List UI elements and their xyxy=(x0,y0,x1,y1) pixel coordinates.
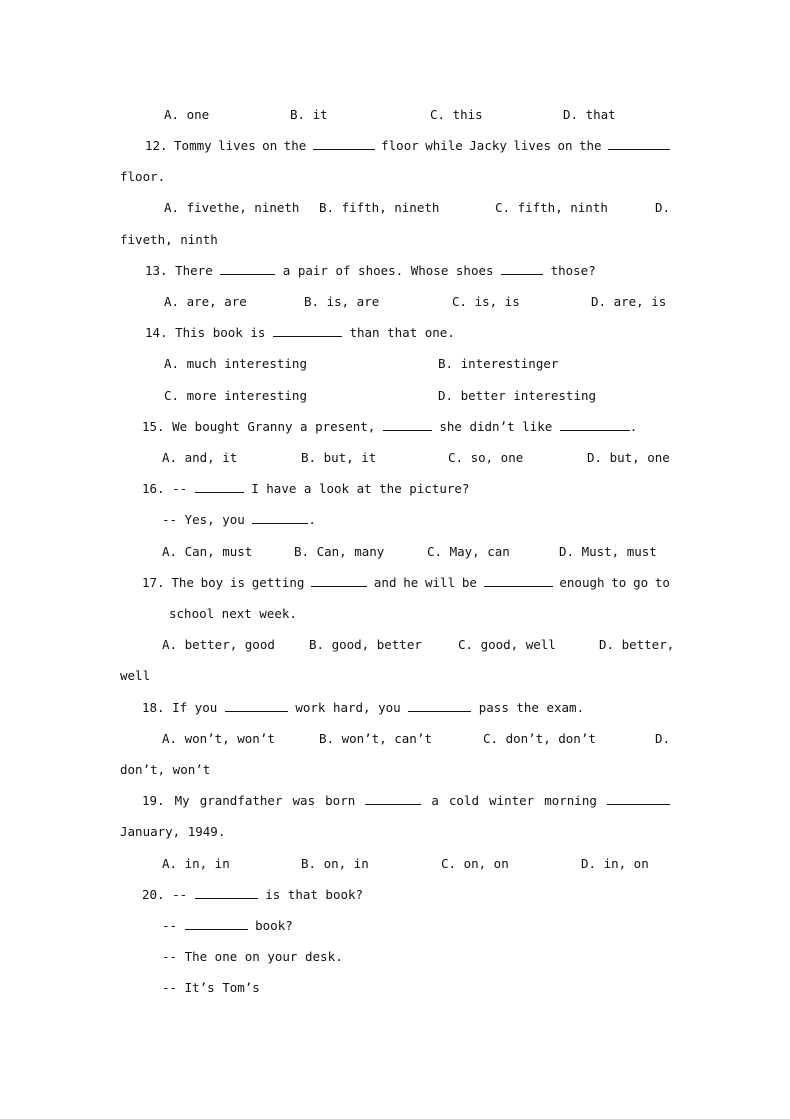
q19-options xyxy=(0,856,790,872)
q12-option-d-cont: fiveth, ninth xyxy=(120,232,218,247)
q15-option-b: B. but, it xyxy=(301,450,377,465)
q17-stem: 17. The boy is getting and he will be enough to go to xyxy=(142,575,670,590)
q11-option-b: B. it xyxy=(290,107,328,122)
q13-option-c: C. is, is xyxy=(452,294,520,309)
q19-stem-cont: January, 1949. xyxy=(120,824,226,839)
q17-options xyxy=(0,637,790,653)
q20-dialog-line-4: -- It’s Tom’s xyxy=(162,980,260,995)
q15-option-d: D. but, one xyxy=(587,450,670,465)
q12-stem-cont: floor. xyxy=(120,169,166,184)
q15-option-c: C. so, one xyxy=(448,450,524,465)
q14-option-b: B. interestinger xyxy=(438,356,559,371)
q15-option-a: A. and, it xyxy=(162,450,238,465)
q19-blank-1[interactable] xyxy=(365,793,421,805)
q16-blank-2[interactable] xyxy=(252,512,308,524)
q15-options xyxy=(0,450,790,466)
q17-option-a: A. better, good xyxy=(162,637,275,652)
q12-blank-1[interactable] xyxy=(313,138,375,150)
q13-option-b: B. is, are xyxy=(304,294,380,309)
q14-option-a: A. much interesting xyxy=(164,356,307,371)
q19-option-d: D. in, on xyxy=(581,856,649,871)
q16-option-c: C. May, can xyxy=(427,544,510,559)
q15-blank-1[interactable] xyxy=(383,419,432,431)
q14-option-d: D. better interesting xyxy=(438,388,597,403)
q12-option-b: B. fifth, nineth xyxy=(319,200,440,215)
q19-option-c: C. on, on xyxy=(441,856,509,871)
q16-response: -- Yes, you . xyxy=(162,512,316,527)
q20-dialog-line-3: -- The one on your desk. xyxy=(162,949,343,964)
q18-stem: 18. If you work hard, you pass the exam. xyxy=(142,700,585,715)
q18-options xyxy=(0,731,790,747)
q18-option-c: C. don’t, don’t xyxy=(483,731,596,746)
q17-option-d-cont: well xyxy=(120,668,151,683)
q12-option-c: C. fifth, ninth xyxy=(495,200,608,215)
q18-option-d-cont: don’t, won’t xyxy=(120,762,211,777)
q16-options xyxy=(0,544,790,560)
q18-option-d: D. xyxy=(655,731,671,746)
q12-option-d: D. xyxy=(655,200,671,215)
q16-blank-1[interactable] xyxy=(195,481,244,493)
q13-option-a: A. are, are xyxy=(164,294,247,309)
q20-blank-1[interactable] xyxy=(195,887,258,899)
q17-option-b: B. good, better xyxy=(309,637,422,652)
q17-blank-2[interactable] xyxy=(484,575,553,587)
q11-options xyxy=(0,107,790,123)
q17-stem-cont: school next week. xyxy=(169,606,297,621)
q19-stem: 19. My grandfather was born a cold winter morning xyxy=(142,793,670,809)
q15-blank-2[interactable] xyxy=(560,419,630,431)
q11-option-c: C. this xyxy=(430,107,483,122)
q17-blank-1[interactable] xyxy=(311,575,367,587)
q13-stem: 13. There a pair of shoes. Whose shoes those? xyxy=(145,263,596,278)
q11-option-a: A. one xyxy=(164,107,210,122)
q19-blank-2[interactable] xyxy=(607,793,670,805)
q13-blank-1[interactable] xyxy=(220,263,275,275)
q12-stem: 12. Tommy lives on the floor while Jacky lives on the xyxy=(145,138,670,154)
q17-option-c: C. good, well xyxy=(458,637,556,652)
q16-option-d: D. Must, must xyxy=(559,544,657,559)
q18-option-a: A. won’t, won’t xyxy=(162,731,275,746)
q18-blank-2[interactable] xyxy=(408,700,471,712)
q14-blank[interactable] xyxy=(273,325,342,337)
q13-option-d: D. are, is xyxy=(591,294,667,309)
q20-dialog-line-2: -- book? xyxy=(162,918,293,933)
q17-option-d: D. better, xyxy=(599,637,675,652)
q14-options-row-1 xyxy=(0,356,790,372)
q19-option-b: B. on, in xyxy=(301,856,369,871)
q14-stem: 14. This book is than that one. xyxy=(145,325,455,340)
q16-option-a: A. Can, must xyxy=(162,544,253,559)
q16-stem: 16. -- I have a look at the picture? xyxy=(142,481,470,496)
q13-blank-2[interactable] xyxy=(501,263,543,275)
q19-option-a: A. in, in xyxy=(162,856,230,871)
q13-options xyxy=(0,294,790,310)
q12-blank-2[interactable] xyxy=(608,138,670,150)
q16-option-b: B. Can, many xyxy=(294,544,385,559)
q20-blank-2[interactable] xyxy=(185,918,248,930)
q12-option-a: A. fivethe, nineth xyxy=(164,200,300,215)
q20-stem: 20. -- is that book? xyxy=(142,887,364,902)
q18-option-b: B. won’t, can’t xyxy=(319,731,432,746)
q12-options xyxy=(0,200,790,216)
q18-blank-1[interactable] xyxy=(225,700,288,712)
q14-option-c: C. more interesting xyxy=(164,388,307,403)
q14-options-row-2 xyxy=(0,388,790,404)
q11-option-d: D. that xyxy=(563,107,616,122)
q15-stem: 15. We bought Granny a present, she didn’t like . xyxy=(142,419,638,434)
